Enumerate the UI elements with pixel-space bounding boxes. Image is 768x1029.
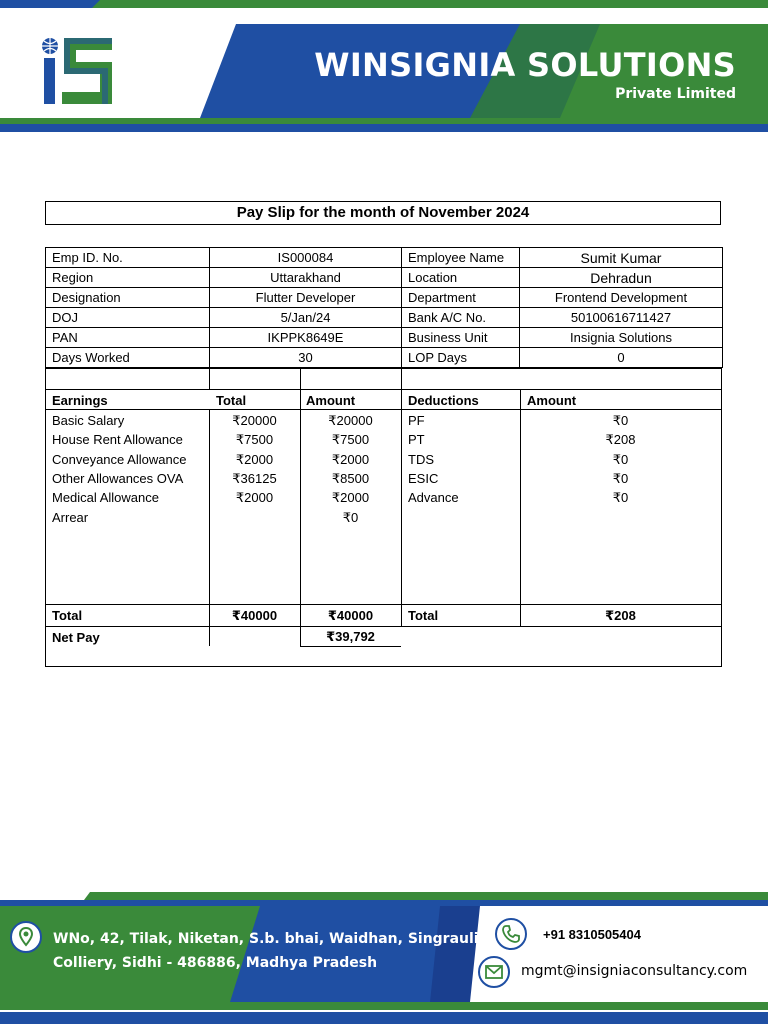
department-value: Frontend Development [520, 288, 723, 308]
business-unit-value: Insignia Solutions [520, 328, 723, 348]
emp-id-value: IS000084 [210, 248, 402, 268]
region-label: Region [46, 268, 210, 288]
phone-icon [495, 918, 527, 950]
earning-name: Basic Salary [52, 413, 125, 428]
table-row [46, 288, 723, 308]
table-row [46, 328, 723, 348]
net-pay-value: ₹39,792 [326, 629, 375, 644]
deductions-header: Deductions [408, 393, 479, 408]
location-value: Dehradun [520, 268, 723, 288]
earning-amount: ₹2000 [331, 452, 370, 467]
email-address[interactable]: mgmt@insigniaconsultancy.com [521, 963, 748, 979]
deduction-amount: ₹0 [612, 452, 629, 467]
earning-total: ₹36125 [232, 471, 277, 486]
earning-amount: ₹8500 [331, 471, 370, 486]
total-header: Total [216, 393, 247, 408]
net-pay-label: Net Pay [52, 630, 100, 645]
region-value: Uttarakhand [210, 268, 402, 288]
company-subtitle: Private Limited [615, 86, 736, 102]
days-worked-label: Days Worked [46, 348, 210, 368]
page-header [0, 0, 768, 140]
deduction-name: ESIC [408, 471, 439, 486]
doj-value: 5/Jan/24 [210, 308, 402, 328]
employee-details-table [45, 247, 723, 368]
business-unit-label: Business Unit [402, 328, 520, 348]
lop-days-label: LOP Days [402, 348, 520, 368]
table-row [46, 248, 723, 268]
table-row [46, 268, 723, 288]
employee-name-label: Employee Name [402, 248, 520, 268]
location-pin-icon [10, 921, 42, 953]
earning-total: ₹7500 [235, 432, 274, 447]
doj-label: DOJ [46, 308, 210, 328]
earning-name: Other Allowances OVA [52, 471, 184, 486]
bank-value: 50100616711427 [520, 308, 723, 328]
earning-amount: ₹0 [342, 510, 359, 525]
earning-total: ₹20000 [232, 413, 277, 428]
deduction-amount: ₹208 [605, 432, 636, 447]
deduction-amount: ₹0 [612, 471, 629, 486]
address-line-1: WNo, 42, Tilak, Niketan, S.b. bhai, Waidhan, Singrauli [53, 931, 479, 947]
earning-amount: ₹2000 [331, 490, 370, 505]
email-icon [478, 956, 510, 988]
amount-header: Amount [306, 393, 356, 408]
employee-name-value: Sumit Kumar [520, 248, 723, 268]
department-label: Department [402, 288, 520, 308]
emp-id-label: Emp ID. No. [46, 248, 210, 268]
deduction-name: TDS [408, 452, 434, 467]
deduction-name: Advance [408, 490, 459, 505]
table-row [46, 348, 723, 368]
deduction-amount: ₹0 [612, 413, 629, 428]
earning-amount: ₹7500 [331, 432, 370, 447]
bank-label: Bank A/C No. [402, 308, 520, 328]
deductions-total-label: Total [408, 608, 439, 623]
earning-total: ₹2000 [235, 490, 274, 505]
earnings-total-label: Total [52, 608, 83, 623]
address-line-2: Colliery, Sidhi - 486886, Madhya Pradesh [53, 955, 378, 971]
company-name: WINSIGNIA SOLUTIONS [314, 46, 736, 84]
earnings-deductions-section [45, 368, 722, 667]
deductions-total: ₹208 [605, 608, 636, 623]
designation-value: Flutter Developer [210, 288, 402, 308]
lop-days-value: 0 [520, 348, 723, 368]
earnings-header: Earnings [52, 393, 108, 408]
table-row [46, 308, 723, 328]
earning-name: House Rent Allowance [52, 432, 183, 447]
designation-label: Designation [46, 288, 210, 308]
company-logo [38, 32, 116, 108]
earning-name: Conveyance Allowance [52, 452, 187, 467]
company-address [53, 927, 479, 975]
days-worked-value: 30 [210, 348, 402, 368]
earning-name: Arrear [52, 510, 89, 525]
payslip-title: Pay Slip for the month of November 2024 [45, 201, 721, 225]
earnings-amount-total: ₹40000 [327, 608, 374, 623]
earning-name: Medical Allowance [52, 490, 159, 505]
earnings-gross-total: ₹40000 [231, 608, 278, 623]
phone-number[interactable]: +91 8310505404 [543, 927, 641, 942]
earning-total: ₹2000 [235, 452, 274, 467]
deduction-name: PF [408, 413, 425, 428]
location-label: Location [402, 268, 520, 288]
earning-amount: ₹20000 [328, 413, 373, 428]
pan-value: IKPPK8649E [210, 328, 402, 348]
deduction-name: PT [408, 432, 425, 447]
deduction-amount-header: Amount [527, 393, 577, 408]
deduction-amount: ₹0 [612, 490, 629, 505]
pan-label: PAN [46, 328, 210, 348]
